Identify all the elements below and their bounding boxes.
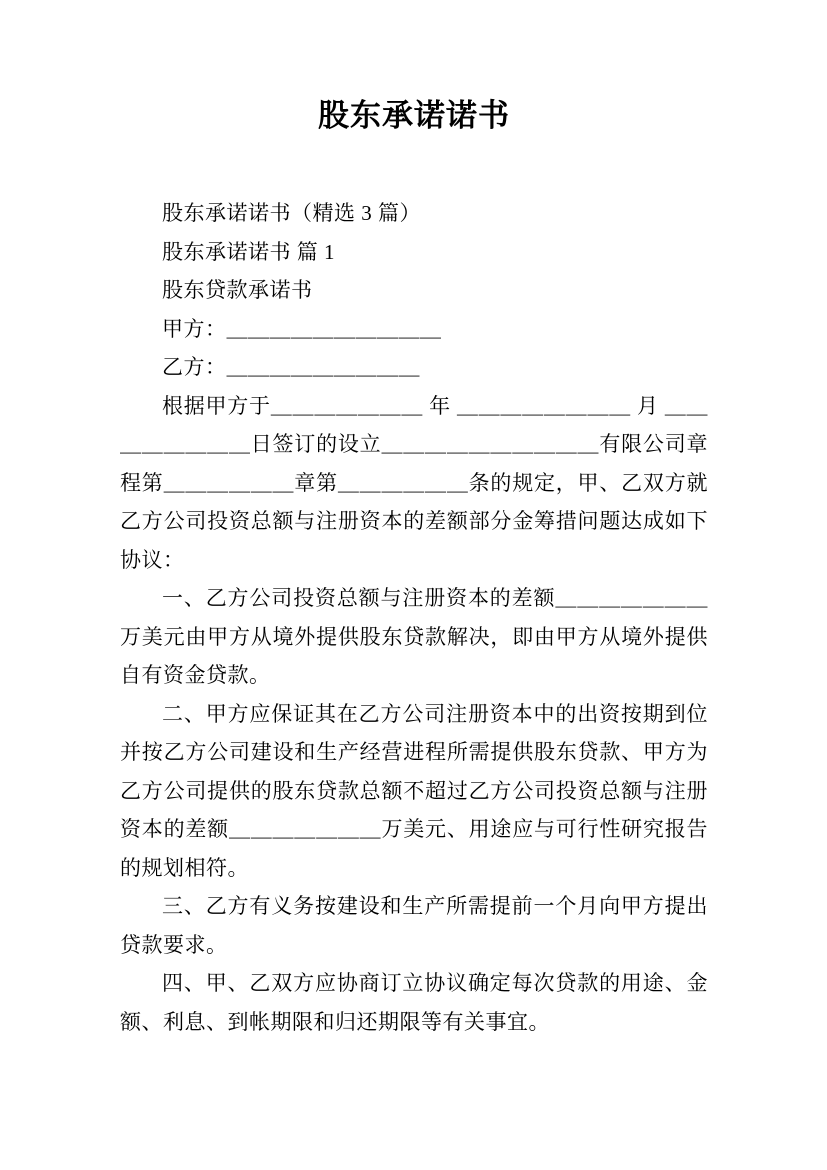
paragraph-clause-3: 三、乙方有义务按建设和生产所需提前一个月向甲方提出贷款要求。 bbox=[120, 894, 708, 957]
document-body bbox=[120, 194, 708, 1041]
paragraph-heading-part: 股东承诺诺书 篇 1 bbox=[162, 239, 335, 264]
paragraph-clause-2: 二、甲方应保证其在乙方公司注册资本中的出资按期到位并按乙方公司建设和生产经营进程所需提供股东贷款、甲方为乙方公司提供的股东贷款总额不超过乙方公司投资总额与注册资本的差额＿＿＿＿＿＿＿万美元、用途应与可行性研究报告的规划相符。 bbox=[120, 701, 708, 880]
paragraph-clause-4: 四、甲、乙双方应协商订立协议确定每次贷款的用途、金额、利息、到帐期限和归还期限等有关事宜。 bbox=[120, 971, 708, 1034]
paragraph-subtitle: 股东贷款承诺书 bbox=[162, 278, 313, 302]
document-title: 股东承诺诺书 bbox=[318, 98, 510, 133]
paragraph-heading-selection: 股东承诺诺书（精选 3 篇） bbox=[162, 201, 421, 225]
paragraph-preamble: 根据甲方于＿＿＿＿＿＿＿ 年 ＿＿＿＿＿＿＿＿ 月 ＿＿＿＿＿＿＿＿日签订的设立＿＿＿＿＿＿＿＿＿＿有限公司章程第＿＿＿＿＿＿章第＿＿＿＿＿＿条的规定，甲、乙双方就乙方公司投资总额与注册资本的差额部分金筹措问题达成如下协议： bbox=[120, 393, 708, 572]
paragraph-party-a-blank: 甲方：＿＿＿＿＿＿＿＿＿＿ bbox=[162, 316, 442, 341]
paragraph-clause-1: 一、乙方公司投资总额与注册资本的差额＿＿＿＿＿＿＿万美元由甲方从境外提供股东贷款解决，即由甲方从境外提供自有资金贷款。 bbox=[120, 586, 708, 687]
paragraph-party-b-blank: 乙方：＿＿＿＿＿＿＿＿＿ bbox=[162, 355, 420, 379]
